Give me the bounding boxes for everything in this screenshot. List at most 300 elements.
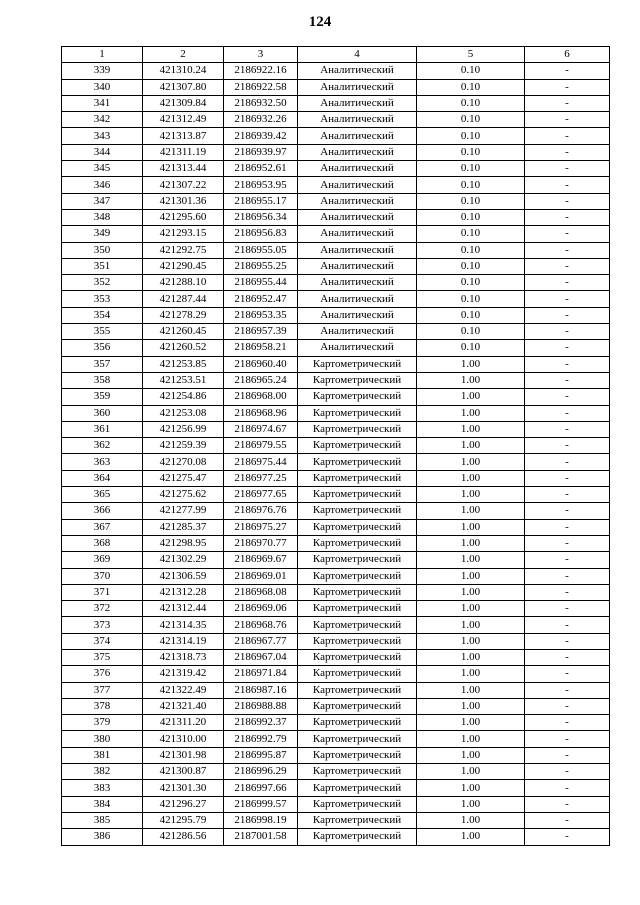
- y-coordinate-cell: 2186952.61: [224, 161, 298, 177]
- x-coordinate-cell: 421307.22: [143, 177, 224, 193]
- y-coordinate-cell: 2186960.40: [224, 356, 298, 372]
- y-coordinate-cell: 2186953.95: [224, 177, 298, 193]
- note-cell: -: [525, 177, 610, 193]
- method-cell: Картометрический: [298, 829, 417, 845]
- y-coordinate-cell: 2186955.05: [224, 242, 298, 258]
- point-number-cell: 350: [62, 242, 143, 258]
- table-row: [62, 747, 610, 763]
- accuracy-cell: 1.00: [417, 682, 525, 698]
- accuracy-cell: 1.00: [417, 796, 525, 812]
- y-coordinate-cell: 2186999.57: [224, 796, 298, 812]
- x-coordinate-cell: 421253.08: [143, 405, 224, 421]
- x-coordinate-cell: 421296.27: [143, 796, 224, 812]
- x-coordinate-cell: 421260.52: [143, 340, 224, 356]
- note-cell: -: [525, 487, 610, 503]
- note-cell: -: [525, 258, 610, 274]
- accuracy-cell: 0.10: [417, 226, 525, 242]
- table-row: [62, 226, 610, 242]
- table-row: [62, 275, 610, 291]
- column-header: 2: [143, 47, 224, 63]
- point-number-cell: 375: [62, 649, 143, 665]
- y-coordinate-cell: 2186988.88: [224, 698, 298, 714]
- note-cell: -: [525, 95, 610, 111]
- x-coordinate-cell: 421310.00: [143, 731, 224, 747]
- accuracy-cell: 1.00: [417, 780, 525, 796]
- table-row: [62, 389, 610, 405]
- table-header-row: [62, 47, 610, 63]
- y-coordinate-cell: 2186992.37: [224, 715, 298, 731]
- note-cell: -: [525, 372, 610, 388]
- table-row: [62, 796, 610, 812]
- point-number-cell: 367: [62, 519, 143, 535]
- note-cell: -: [525, 209, 610, 225]
- note-cell: -: [525, 226, 610, 242]
- table-row: [62, 161, 610, 177]
- x-coordinate-cell: 421322.49: [143, 682, 224, 698]
- point-number-cell: 352: [62, 275, 143, 291]
- y-coordinate-cell: 2186953.35: [224, 307, 298, 323]
- method-cell: Аналитический: [298, 112, 417, 128]
- table-row: [62, 780, 610, 796]
- point-number-cell: 345: [62, 161, 143, 177]
- accuracy-cell: 1.00: [417, 764, 525, 780]
- accuracy-cell: 1.00: [417, 519, 525, 535]
- point-number-cell: 372: [62, 601, 143, 617]
- column-header: 4: [298, 47, 417, 63]
- method-cell: Аналитический: [298, 258, 417, 274]
- method-cell: Картометрический: [298, 503, 417, 519]
- accuracy-cell: 1.00: [417, 666, 525, 682]
- x-coordinate-cell: 421285.37: [143, 519, 224, 535]
- accuracy-cell: 0.10: [417, 79, 525, 95]
- y-coordinate-cell: 2186971.84: [224, 666, 298, 682]
- note-cell: -: [525, 161, 610, 177]
- note-cell: -: [525, 275, 610, 291]
- method-cell: Картометрический: [298, 535, 417, 551]
- accuracy-cell: 1.00: [417, 829, 525, 845]
- accuracy-cell: 0.10: [417, 63, 525, 79]
- x-coordinate-cell: 421301.98: [143, 747, 224, 763]
- method-cell: Картометрический: [298, 372, 417, 388]
- method-cell: Аналитический: [298, 193, 417, 209]
- table-row: [62, 340, 610, 356]
- note-cell: -: [525, 438, 610, 454]
- table-row: [62, 764, 610, 780]
- point-number-cell: 384: [62, 796, 143, 812]
- method-cell: Аналитический: [298, 144, 417, 160]
- point-number-cell: 386: [62, 829, 143, 845]
- y-coordinate-cell: 2186968.08: [224, 584, 298, 600]
- coordinates-table: [61, 46, 610, 846]
- y-coordinate-cell: 2186975.44: [224, 454, 298, 470]
- point-number-cell: 348: [62, 209, 143, 225]
- point-number-cell: 355: [62, 324, 143, 340]
- column-header: 1: [62, 47, 143, 63]
- table-row: [62, 209, 610, 225]
- method-cell: Картометрический: [298, 389, 417, 405]
- table-row: [62, 584, 610, 600]
- accuracy-cell: 1.00: [417, 356, 525, 372]
- note-cell: -: [525, 617, 610, 633]
- method-cell: Картометрический: [298, 617, 417, 633]
- x-coordinate-cell: 421286.56: [143, 829, 224, 845]
- accuracy-cell: 1.00: [417, 715, 525, 731]
- table-row: [62, 503, 610, 519]
- x-coordinate-cell: 421307.80: [143, 79, 224, 95]
- y-coordinate-cell: 2186996.29: [224, 764, 298, 780]
- accuracy-cell: 1.00: [417, 389, 525, 405]
- method-cell: Картометрический: [298, 584, 417, 600]
- y-coordinate-cell: 2186987.16: [224, 682, 298, 698]
- point-number-cell: 349: [62, 226, 143, 242]
- method-cell: Картометрический: [298, 715, 417, 731]
- method-cell: Аналитический: [298, 275, 417, 291]
- table-row: [62, 144, 610, 160]
- y-coordinate-cell: 2186970.77: [224, 535, 298, 551]
- y-coordinate-cell: 2186974.67: [224, 421, 298, 437]
- x-coordinate-cell: 421275.62: [143, 487, 224, 503]
- table-row: [62, 829, 610, 845]
- point-number-cell: 364: [62, 470, 143, 486]
- accuracy-cell: 0.10: [417, 193, 525, 209]
- method-cell: Картометрический: [298, 633, 417, 649]
- x-coordinate-cell: 421318.73: [143, 649, 224, 665]
- table-row: [62, 79, 610, 95]
- table-row: [62, 812, 610, 828]
- table-row: [62, 258, 610, 274]
- note-cell: -: [525, 601, 610, 617]
- method-cell: Картометрический: [298, 405, 417, 421]
- point-number-cell: 342: [62, 112, 143, 128]
- x-coordinate-cell: 421314.35: [143, 617, 224, 633]
- note-cell: -: [525, 780, 610, 796]
- note-cell: -: [525, 63, 610, 79]
- point-number-cell: 361: [62, 421, 143, 437]
- note-cell: -: [525, 193, 610, 209]
- note-cell: -: [525, 128, 610, 144]
- method-cell: Картометрический: [298, 552, 417, 568]
- accuracy-cell: 0.10: [417, 161, 525, 177]
- method-cell: Аналитический: [298, 128, 417, 144]
- accuracy-cell: 0.10: [417, 128, 525, 144]
- accuracy-cell: 1.00: [417, 649, 525, 665]
- method-cell: Картометрический: [298, 747, 417, 763]
- point-number-cell: 382: [62, 764, 143, 780]
- y-coordinate-cell: 2186955.25: [224, 258, 298, 274]
- x-coordinate-cell: 421259.39: [143, 438, 224, 454]
- y-coordinate-cell: 2186977.25: [224, 470, 298, 486]
- note-cell: -: [525, 649, 610, 665]
- table-row: [62, 421, 610, 437]
- note-cell: -: [525, 389, 610, 405]
- x-coordinate-cell: 421312.44: [143, 601, 224, 617]
- method-cell: Картометрический: [298, 796, 417, 812]
- method-cell: Картометрический: [298, 421, 417, 437]
- method-cell: Картометрический: [298, 649, 417, 665]
- note-cell: -: [525, 731, 610, 747]
- method-cell: Картометрический: [298, 764, 417, 780]
- x-coordinate-cell: 421277.99: [143, 503, 224, 519]
- accuracy-cell: 1.00: [417, 454, 525, 470]
- table-row: [62, 128, 610, 144]
- x-coordinate-cell: 421312.28: [143, 584, 224, 600]
- note-cell: -: [525, 112, 610, 128]
- table-row: [62, 552, 610, 568]
- point-number-cell: 344: [62, 144, 143, 160]
- method-cell: Картометрический: [298, 682, 417, 698]
- table-row: [62, 95, 610, 111]
- accuracy-cell: 1.00: [417, 584, 525, 600]
- x-coordinate-cell: 421309.84: [143, 95, 224, 111]
- accuracy-cell: 1.00: [417, 421, 525, 437]
- accuracy-cell: 0.10: [417, 177, 525, 193]
- method-cell: Аналитический: [298, 95, 417, 111]
- accuracy-cell: 1.00: [417, 470, 525, 486]
- note-cell: -: [525, 796, 610, 812]
- table-row: [62, 242, 610, 258]
- x-coordinate-cell: 421292.75: [143, 242, 224, 258]
- method-cell: Аналитический: [298, 340, 417, 356]
- x-coordinate-cell: 421321.40: [143, 698, 224, 714]
- accuracy-cell: 0.10: [417, 209, 525, 225]
- method-cell: Картометрический: [298, 698, 417, 714]
- note-cell: -: [525, 242, 610, 258]
- method-cell: Аналитический: [298, 226, 417, 242]
- y-coordinate-cell: 2186922.58: [224, 79, 298, 95]
- note-cell: -: [525, 340, 610, 356]
- accuracy-cell: 0.10: [417, 242, 525, 258]
- table-row: [62, 356, 610, 372]
- point-number-cell: 351: [62, 258, 143, 274]
- method-cell: Картометрический: [298, 454, 417, 470]
- y-coordinate-cell: 2186939.97: [224, 144, 298, 160]
- method-cell: Аналитический: [298, 324, 417, 340]
- note-cell: -: [525, 291, 610, 307]
- note-cell: -: [525, 503, 610, 519]
- note-cell: -: [525, 715, 610, 731]
- point-number-cell: 381: [62, 747, 143, 763]
- x-coordinate-cell: 421260.45: [143, 324, 224, 340]
- table-row: [62, 698, 610, 714]
- x-coordinate-cell: 421253.51: [143, 372, 224, 388]
- table-row: [62, 487, 610, 503]
- column-header: 3: [224, 47, 298, 63]
- point-number-cell: 340: [62, 79, 143, 95]
- accuracy-cell: 0.10: [417, 112, 525, 128]
- table-row: [62, 307, 610, 323]
- method-cell: Аналитический: [298, 307, 417, 323]
- x-coordinate-cell: 421302.29: [143, 552, 224, 568]
- x-coordinate-cell: 421295.60: [143, 209, 224, 225]
- x-coordinate-cell: 421278.29: [143, 307, 224, 323]
- accuracy-cell: 1.00: [417, 552, 525, 568]
- point-number-cell: 385: [62, 812, 143, 828]
- point-number-cell: 357: [62, 356, 143, 372]
- accuracy-cell: 0.10: [417, 275, 525, 291]
- note-cell: -: [525, 470, 610, 486]
- table-row: [62, 291, 610, 307]
- y-coordinate-cell: 2186965.24: [224, 372, 298, 388]
- accuracy-cell: 0.10: [417, 144, 525, 160]
- y-coordinate-cell: 2186967.04: [224, 649, 298, 665]
- point-number-cell: 380: [62, 731, 143, 747]
- y-coordinate-cell: 2186957.39: [224, 324, 298, 340]
- y-coordinate-cell: 2186956.34: [224, 209, 298, 225]
- method-cell: Картометрический: [298, 731, 417, 747]
- method-cell: Картометрический: [298, 568, 417, 584]
- note-cell: -: [525, 421, 610, 437]
- table-row: [62, 715, 610, 731]
- note-cell: -: [525, 405, 610, 421]
- accuracy-cell: 0.10: [417, 258, 525, 274]
- x-coordinate-cell: 421270.08: [143, 454, 224, 470]
- x-coordinate-cell: 421293.15: [143, 226, 224, 242]
- method-cell: Картометрический: [298, 519, 417, 535]
- y-coordinate-cell: 2186979.55: [224, 438, 298, 454]
- y-coordinate-cell: 2186922.16: [224, 63, 298, 79]
- y-coordinate-cell: 2186958.21: [224, 340, 298, 356]
- point-number-cell: 343: [62, 128, 143, 144]
- y-coordinate-cell: 2186968.96: [224, 405, 298, 421]
- note-cell: -: [525, 552, 610, 568]
- x-coordinate-cell: 421287.44: [143, 291, 224, 307]
- note-cell: -: [525, 535, 610, 551]
- x-coordinate-cell: 421275.47: [143, 470, 224, 486]
- note-cell: -: [525, 79, 610, 95]
- accuracy-cell: 1.00: [417, 731, 525, 747]
- y-coordinate-cell: 2186975.27: [224, 519, 298, 535]
- table-row: [62, 633, 610, 649]
- column-header: 5: [417, 47, 525, 63]
- table-row: [62, 372, 610, 388]
- y-coordinate-cell: 2186969.06: [224, 601, 298, 617]
- method-cell: Картометрический: [298, 487, 417, 503]
- method-cell: Аналитический: [298, 161, 417, 177]
- accuracy-cell: 0.10: [417, 291, 525, 307]
- x-coordinate-cell: 421288.10: [143, 275, 224, 291]
- point-number-cell: 365: [62, 487, 143, 503]
- point-number-cell: 359: [62, 389, 143, 405]
- method-cell: Аналитический: [298, 63, 417, 79]
- point-number-cell: 341: [62, 95, 143, 111]
- accuracy-cell: 1.00: [417, 747, 525, 763]
- point-number-cell: 358: [62, 372, 143, 388]
- table-row: [62, 193, 610, 209]
- page-number: 124: [308, 14, 332, 30]
- x-coordinate-cell: 421312.49: [143, 112, 224, 128]
- method-cell: Аналитический: [298, 209, 417, 225]
- method-cell: Картометрический: [298, 470, 417, 486]
- point-number-cell: 370: [62, 568, 143, 584]
- note-cell: -: [525, 747, 610, 763]
- x-coordinate-cell: 421314.19: [143, 633, 224, 649]
- table-row: [62, 470, 610, 486]
- accuracy-cell: 1.00: [417, 372, 525, 388]
- point-number-cell: 339: [62, 63, 143, 79]
- accuracy-cell: 0.10: [417, 324, 525, 340]
- point-number-cell: 383: [62, 780, 143, 796]
- table-row: [62, 438, 610, 454]
- method-cell: Аналитический: [298, 242, 417, 258]
- method-cell: Картометрический: [298, 601, 417, 617]
- y-coordinate-cell: 2186932.26: [224, 112, 298, 128]
- table-row: [62, 649, 610, 665]
- note-cell: -: [525, 144, 610, 160]
- y-coordinate-cell: 2187001.58: [224, 829, 298, 845]
- note-cell: -: [525, 584, 610, 600]
- y-coordinate-cell: 2186939.42: [224, 128, 298, 144]
- method-cell: Аналитический: [298, 291, 417, 307]
- point-number-cell: 369: [62, 552, 143, 568]
- accuracy-cell: 0.10: [417, 95, 525, 111]
- x-coordinate-cell: 421310.24: [143, 63, 224, 79]
- table-row: [62, 112, 610, 128]
- x-coordinate-cell: 421311.19: [143, 144, 224, 160]
- accuracy-cell: 1.00: [417, 698, 525, 714]
- accuracy-cell: 1.00: [417, 503, 525, 519]
- accuracy-cell: 1.00: [417, 405, 525, 421]
- point-number-cell: 354: [62, 307, 143, 323]
- x-coordinate-cell: 421253.85: [143, 356, 224, 372]
- table-row: [62, 601, 610, 617]
- note-cell: -: [525, 698, 610, 714]
- table-row: [62, 666, 610, 682]
- accuracy-cell: 1.00: [417, 535, 525, 551]
- method-cell: Картометрический: [298, 666, 417, 682]
- method-cell: Картометрический: [298, 780, 417, 796]
- y-coordinate-cell: 2186955.17: [224, 193, 298, 209]
- x-coordinate-cell: 421290.45: [143, 258, 224, 274]
- point-number-cell: 374: [62, 633, 143, 649]
- x-coordinate-cell: 421301.30: [143, 780, 224, 796]
- point-number-cell: 373: [62, 617, 143, 633]
- method-cell: Картометрический: [298, 356, 417, 372]
- x-coordinate-cell: 421295.79: [143, 812, 224, 828]
- note-cell: -: [525, 324, 610, 340]
- y-coordinate-cell: 2186998.19: [224, 812, 298, 828]
- table-row: [62, 454, 610, 470]
- x-coordinate-cell: 421300.87: [143, 764, 224, 780]
- x-coordinate-cell: 421313.44: [143, 161, 224, 177]
- y-coordinate-cell: 2186977.65: [224, 487, 298, 503]
- point-number-cell: 377: [62, 682, 143, 698]
- table-row: [62, 682, 610, 698]
- method-cell: Картометрический: [298, 812, 417, 828]
- accuracy-cell: 0.10: [417, 307, 525, 323]
- method-cell: Аналитический: [298, 177, 417, 193]
- note-cell: -: [525, 519, 610, 535]
- point-number-cell: 371: [62, 584, 143, 600]
- point-number-cell: 363: [62, 454, 143, 470]
- note-cell: -: [525, 568, 610, 584]
- y-coordinate-cell: 2186997.66: [224, 780, 298, 796]
- point-number-cell: 353: [62, 291, 143, 307]
- point-number-cell: 366: [62, 503, 143, 519]
- point-number-cell: 379: [62, 715, 143, 731]
- x-coordinate-cell: 421313.87: [143, 128, 224, 144]
- table-row: [62, 177, 610, 193]
- table-row: [62, 324, 610, 340]
- table-row: [62, 568, 610, 584]
- point-number-cell: 368: [62, 535, 143, 551]
- point-number-cell: 356: [62, 340, 143, 356]
- y-coordinate-cell: 2186992.79: [224, 731, 298, 747]
- x-coordinate-cell: 421319.42: [143, 666, 224, 682]
- point-number-cell: 346: [62, 177, 143, 193]
- note-cell: -: [525, 812, 610, 828]
- point-number-cell: 376: [62, 666, 143, 682]
- y-coordinate-cell: 2186968.76: [224, 617, 298, 633]
